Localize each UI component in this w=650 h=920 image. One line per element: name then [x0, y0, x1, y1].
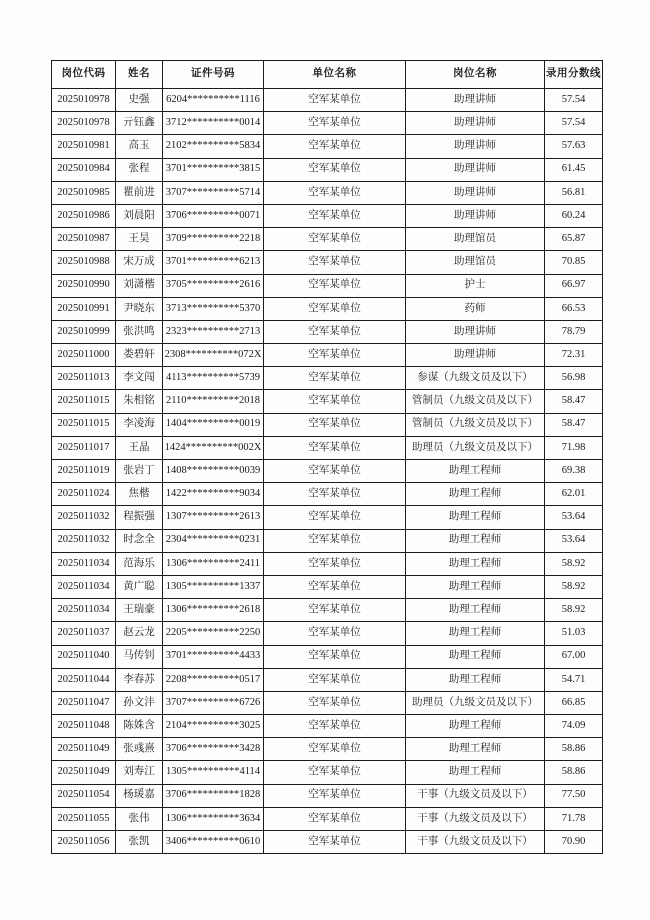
table-row — [52, 784, 603, 807]
cell-unit-name: 空军某单位 — [264, 413, 406, 436]
table-row — [52, 506, 603, 529]
cell-position-code: 2025011013 — [52, 367, 116, 390]
cell-id-number: 3707**********5714 — [163, 181, 264, 204]
cell-score: 58.92 — [545, 575, 603, 598]
cell-score: 67.00 — [545, 645, 603, 668]
cell-name: 李文闯 — [116, 367, 163, 390]
table-row — [52, 158, 603, 181]
table-row — [52, 204, 603, 227]
cell-position-name: 助理工程师 — [406, 460, 545, 483]
table-row — [52, 413, 603, 436]
cell-id-number: 1305**********4114 — [163, 761, 264, 784]
cell-name: 史强 — [116, 89, 163, 112]
cell-position-code: 2025010990 — [52, 274, 116, 297]
cell-position-name: 助理讲师 — [406, 320, 545, 343]
table-row — [52, 761, 603, 784]
table-row — [52, 529, 603, 552]
cell-unit-name: 空军某单位 — [264, 738, 406, 761]
cell-position-name: 助理馆员 — [406, 251, 545, 274]
cell-id-number: 2308**********072X — [163, 344, 264, 367]
cell-position-name: 助理讲师 — [406, 112, 545, 135]
cell-score: 61.45 — [545, 158, 603, 181]
cell-id-number: 3713**********5370 — [163, 297, 264, 320]
cell-score: 57.63 — [545, 135, 603, 158]
cell-position-name: 助理讲师 — [406, 344, 545, 367]
cell-unit-name: 空军某单位 — [264, 807, 406, 830]
cell-position-name: 助理员（九级文员及以下） — [406, 691, 545, 714]
cell-unit-name: 空军某单位 — [264, 320, 406, 343]
cell-score: 71.98 — [545, 436, 603, 459]
cell-unit-name: 空军某单位 — [264, 761, 406, 784]
cell-unit-name: 空军某单位 — [264, 181, 406, 204]
cell-id-number: 2205**********2250 — [163, 622, 264, 645]
cell-id-number: 3406**********0610 — [163, 831, 264, 854]
cell-position-name: 助理工程师 — [406, 599, 545, 622]
cell-name: 张伟 — [116, 807, 163, 830]
cell-position-code: 2025010988 — [52, 251, 116, 274]
cell-position-name: 干事（九级文员及以下） — [406, 807, 545, 830]
cell-score: 51.03 — [545, 622, 603, 645]
cell-id-number: 3701**********4433 — [163, 645, 264, 668]
col-header-position-name: 岗位名称 — [406, 61, 545, 89]
cell-position-code: 2025011032 — [52, 506, 116, 529]
cell-score: 66.85 — [545, 691, 603, 714]
table-header — [52, 61, 603, 89]
cell-name: 张彧熹 — [116, 738, 163, 761]
cell-score: 77.50 — [545, 784, 603, 807]
col-header-unit-name: 单位名称 — [264, 61, 406, 89]
cell-id-number: 2208**********0517 — [163, 668, 264, 691]
cell-unit-name: 空军某单位 — [264, 436, 406, 459]
cell-score: 58.47 — [545, 390, 603, 413]
cell-id-number: 3706**********1828 — [163, 784, 264, 807]
cell-unit-name: 空军某单位 — [264, 390, 406, 413]
cell-unit-name: 空军某单位 — [264, 622, 406, 645]
cell-score: 58.92 — [545, 599, 603, 622]
cell-score: 72.31 — [545, 344, 603, 367]
cell-name: 陈姝含 — [116, 715, 163, 738]
cell-name: 宋万成 — [116, 251, 163, 274]
table-row — [52, 320, 603, 343]
cell-id-number: 3705**********2616 — [163, 274, 264, 297]
col-header-id-number: 证件号码 — [163, 61, 264, 89]
cell-id-number: 3712**********0014 — [163, 112, 264, 135]
cell-position-name: 助理工程师 — [406, 575, 545, 598]
cell-unit-name: 空军某单位 — [264, 575, 406, 598]
cell-name: 朱相铭 — [116, 390, 163, 413]
cell-score: 56.98 — [545, 367, 603, 390]
cell-unit-name: 空军某单位 — [264, 204, 406, 227]
cell-unit-name: 空军某单位 — [264, 483, 406, 506]
cell-position-code: 2025011047 — [52, 691, 116, 714]
table-row — [52, 483, 603, 506]
cell-position-code: 2025011040 — [52, 645, 116, 668]
cell-position-code: 2025010978 — [52, 89, 116, 112]
cell-id-number: 3701**********6213 — [163, 251, 264, 274]
cell-position-name: 助理工程师 — [406, 761, 545, 784]
cell-position-code: 2025011034 — [52, 575, 116, 598]
cell-unit-name: 空军某单位 — [264, 645, 406, 668]
table-row — [52, 552, 603, 575]
cell-position-name: 管制员（九级文员及以下） — [406, 413, 545, 436]
col-header-score-line: 录用分数线 — [545, 61, 603, 89]
cell-name: 范海乐 — [116, 552, 163, 575]
cell-position-code: 2025010984 — [52, 158, 116, 181]
cell-score: 58.47 — [545, 413, 603, 436]
cell-id-number: 1305**********1337 — [163, 575, 264, 598]
cell-name: 孙文沣 — [116, 691, 163, 714]
cell-score: 69.38 — [545, 460, 603, 483]
cell-unit-name: 空军某单位 — [264, 135, 406, 158]
cell-position-code: 2025010986 — [52, 204, 116, 227]
cell-position-code: 2025011015 — [52, 390, 116, 413]
cell-unit-name: 空军某单位 — [264, 784, 406, 807]
cell-position-name: 助理工程师 — [406, 645, 545, 668]
cell-name: 李春苏 — [116, 668, 163, 691]
table-row — [52, 831, 603, 854]
cell-name: 尹晓东 — [116, 297, 163, 320]
cell-score: 57.54 — [545, 112, 603, 135]
cell-position-name: 干事（九级文员及以下） — [406, 784, 545, 807]
cell-id-number: 6204**********1116 — [163, 89, 264, 112]
cell-score: 65.87 — [545, 228, 603, 251]
cell-id-number: 2104**********3025 — [163, 715, 264, 738]
cell-unit-name: 空军某单位 — [264, 367, 406, 390]
cell-position-name: 参谋（九级文员及以下） — [406, 367, 545, 390]
cell-name: 王昊 — [116, 228, 163, 251]
cell-unit-name: 空军某单位 — [264, 831, 406, 854]
cell-unit-name: 空军某单位 — [264, 297, 406, 320]
cell-unit-name: 空军某单位 — [264, 274, 406, 297]
cell-unit-name: 空军某单位 — [264, 715, 406, 738]
cell-position-code: 2025010985 — [52, 181, 116, 204]
cell-name: 张洪鸣 — [116, 320, 163, 343]
cell-position-code: 2025011049 — [52, 738, 116, 761]
table-row — [52, 181, 603, 204]
cell-id-number: 1306**********2618 — [163, 599, 264, 622]
admission-score-table — [51, 60, 603, 854]
cell-position-code: 2025011055 — [52, 807, 116, 830]
table-row — [52, 367, 603, 390]
cell-id-number: 1306**********3634 — [163, 807, 264, 830]
cell-position-code: 2025011048 — [52, 715, 116, 738]
cell-id-number: 2304**********0231 — [163, 529, 264, 552]
table-row — [52, 645, 603, 668]
cell-score: 58.92 — [545, 552, 603, 575]
cell-position-code: 2025010987 — [52, 228, 116, 251]
cell-position-code: 2025010981 — [52, 135, 116, 158]
cell-score: 58.86 — [545, 738, 603, 761]
table-row — [52, 599, 603, 622]
cell-id-number: 1307**********2613 — [163, 506, 264, 529]
table-row — [52, 575, 603, 598]
cell-position-code: 2025011056 — [52, 831, 116, 854]
cell-position-name: 护士 — [406, 274, 545, 297]
cell-position-code: 2025011015 — [52, 413, 116, 436]
cell-position-name: 助理工程师 — [406, 715, 545, 738]
cell-position-name: 助理工程师 — [406, 529, 545, 552]
table-row — [52, 390, 603, 413]
cell-name: 时念全 — [116, 529, 163, 552]
cell-position-name: 助理讲师 — [406, 204, 545, 227]
cell-name: 杨瑗嘉 — [116, 784, 163, 807]
col-header-position-code: 岗位代码 — [52, 61, 116, 89]
cell-unit-name: 空军某单位 — [264, 691, 406, 714]
cell-name: 李凌海 — [116, 413, 163, 436]
cell-score: 54.71 — [545, 668, 603, 691]
cell-unit-name: 空军某单位 — [264, 228, 406, 251]
cell-position-name: 助理工程师 — [406, 738, 545, 761]
cell-score: 70.85 — [545, 251, 603, 274]
cell-name: 瞿前进 — [116, 181, 163, 204]
cell-position-code: 2025010999 — [52, 320, 116, 343]
cell-position-name: 助理讲师 — [406, 89, 545, 112]
cell-position-name: 助理工程师 — [406, 622, 545, 645]
cell-score: 58.86 — [545, 761, 603, 784]
cell-unit-name: 空军某单位 — [264, 251, 406, 274]
cell-position-code: 2025011034 — [52, 599, 116, 622]
cell-name: 刘晨阳 — [116, 204, 163, 227]
cell-unit-name: 空军某单位 — [264, 112, 406, 135]
col-header-name: 姓名 — [116, 61, 163, 89]
cell-id-number: 1404**********0019 — [163, 413, 264, 436]
cell-position-code: 2025011054 — [52, 784, 116, 807]
cell-id-number: 4113**********5739 — [163, 367, 264, 390]
cell-name: 刘潇楷 — [116, 274, 163, 297]
table-header-row — [52, 61, 603, 89]
table-row — [52, 715, 603, 738]
cell-position-code: 2025010991 — [52, 297, 116, 320]
cell-unit-name: 空军某单位 — [264, 460, 406, 483]
table-row — [52, 738, 603, 761]
cell-position-name: 药师 — [406, 297, 545, 320]
cell-position-name: 助理工程师 — [406, 506, 545, 529]
cell-name: 亓钰鑫 — [116, 112, 163, 135]
cell-name: 赵云龙 — [116, 622, 163, 645]
cell-position-code: 2025011000 — [52, 344, 116, 367]
table-row — [52, 89, 603, 112]
table-row — [52, 807, 603, 830]
table-row — [52, 460, 603, 483]
cell-position-name: 助理讲师 — [406, 181, 545, 204]
cell-unit-name: 空军某单位 — [264, 344, 406, 367]
cell-score: 66.97 — [545, 274, 603, 297]
cell-id-number: 2102**********5834 — [163, 135, 264, 158]
table-row — [52, 691, 603, 714]
cell-id-number: 3709**********2218 — [163, 228, 264, 251]
cell-score: 71.78 — [545, 807, 603, 830]
cell-score: 53.64 — [545, 506, 603, 529]
cell-id-number: 3701**********3815 — [163, 158, 264, 181]
cell-id-number: 3706**********0071 — [163, 204, 264, 227]
cell-position-name: 助理讲师 — [406, 135, 545, 158]
cell-score: 60.24 — [545, 204, 603, 227]
table-row — [52, 344, 603, 367]
table-row — [52, 251, 603, 274]
cell-position-name: 助理工程师 — [406, 668, 545, 691]
cell-score: 70.90 — [545, 831, 603, 854]
cell-name: 王瑞豪 — [116, 599, 163, 622]
cell-id-number: 3706**********3428 — [163, 738, 264, 761]
cell-name: 程振强 — [116, 506, 163, 529]
cell-id-number: 1306**********2411 — [163, 552, 264, 575]
cell-name: 焦楷 — [116, 483, 163, 506]
table-row — [52, 112, 603, 135]
cell-unit-name: 空军某单位 — [264, 668, 406, 691]
cell-id-number: 1422**********9034 — [163, 483, 264, 506]
cell-name: 刘寿江 — [116, 761, 163, 784]
cell-position-code: 2025011017 — [52, 436, 116, 459]
table-row — [52, 135, 603, 158]
cell-score: 53.64 — [545, 529, 603, 552]
cell-position-code: 2025010978 — [52, 112, 116, 135]
table-body — [52, 89, 603, 854]
cell-name: 王晶 — [116, 436, 163, 459]
cell-unit-name: 空军某单位 — [264, 599, 406, 622]
cell-position-code: 2025011037 — [52, 622, 116, 645]
cell-name: 马传钊 — [116, 645, 163, 668]
cell-position-code: 2025011024 — [52, 483, 116, 506]
table-row — [52, 297, 603, 320]
cell-score: 74.09 — [545, 715, 603, 738]
cell-id-number: 2110**********2018 — [163, 390, 264, 413]
cell-unit-name: 空军某单位 — [264, 506, 406, 529]
cell-unit-name: 空军某单位 — [264, 158, 406, 181]
table-row — [52, 228, 603, 251]
cell-score: 57.54 — [545, 89, 603, 112]
cell-position-name: 管制员（九级文员及以下） — [406, 390, 545, 413]
cell-score: 62.01 — [545, 483, 603, 506]
cell-position-code: 2025011049 — [52, 761, 116, 784]
cell-score: 56.81 — [545, 181, 603, 204]
cell-unit-name: 空军某单位 — [264, 552, 406, 575]
cell-position-name: 助理工程师 — [406, 552, 545, 575]
cell-score: 78.79 — [545, 320, 603, 343]
cell-score: 66.53 — [545, 297, 603, 320]
cell-name: 高玉 — [116, 135, 163, 158]
cell-name: 黄广聪 — [116, 575, 163, 598]
cell-position-code: 2025011034 — [52, 552, 116, 575]
cell-position-code: 2025011032 — [52, 529, 116, 552]
cell-name: 张凯 — [116, 831, 163, 854]
cell-position-name: 干事（九级文员及以下） — [406, 831, 545, 854]
cell-id-number: 2323**********2713 — [163, 320, 264, 343]
cell-position-name: 助理讲师 — [406, 158, 545, 181]
cell-id-number: 1424**********002X — [163, 436, 264, 459]
cell-unit-name: 空军某单位 — [264, 529, 406, 552]
cell-position-code: 2025011044 — [52, 668, 116, 691]
cell-id-number: 1408**********0039 — [163, 460, 264, 483]
table-row — [52, 668, 603, 691]
cell-position-name: 助理馆员 — [406, 228, 545, 251]
table-row — [52, 436, 603, 459]
table-row — [52, 622, 603, 645]
cell-name: 娄碧轩 — [116, 344, 163, 367]
cell-id-number: 3707**********6726 — [163, 691, 264, 714]
cell-position-name: 助理工程师 — [406, 483, 545, 506]
cell-unit-name: 空军某单位 — [264, 89, 406, 112]
cell-name: 张岩丁 — [116, 460, 163, 483]
cell-name: 张程 — [116, 158, 163, 181]
cell-position-code: 2025011019 — [52, 460, 116, 483]
cell-position-name: 助理员（九级文员及以下） — [406, 436, 545, 459]
table-row — [52, 274, 603, 297]
